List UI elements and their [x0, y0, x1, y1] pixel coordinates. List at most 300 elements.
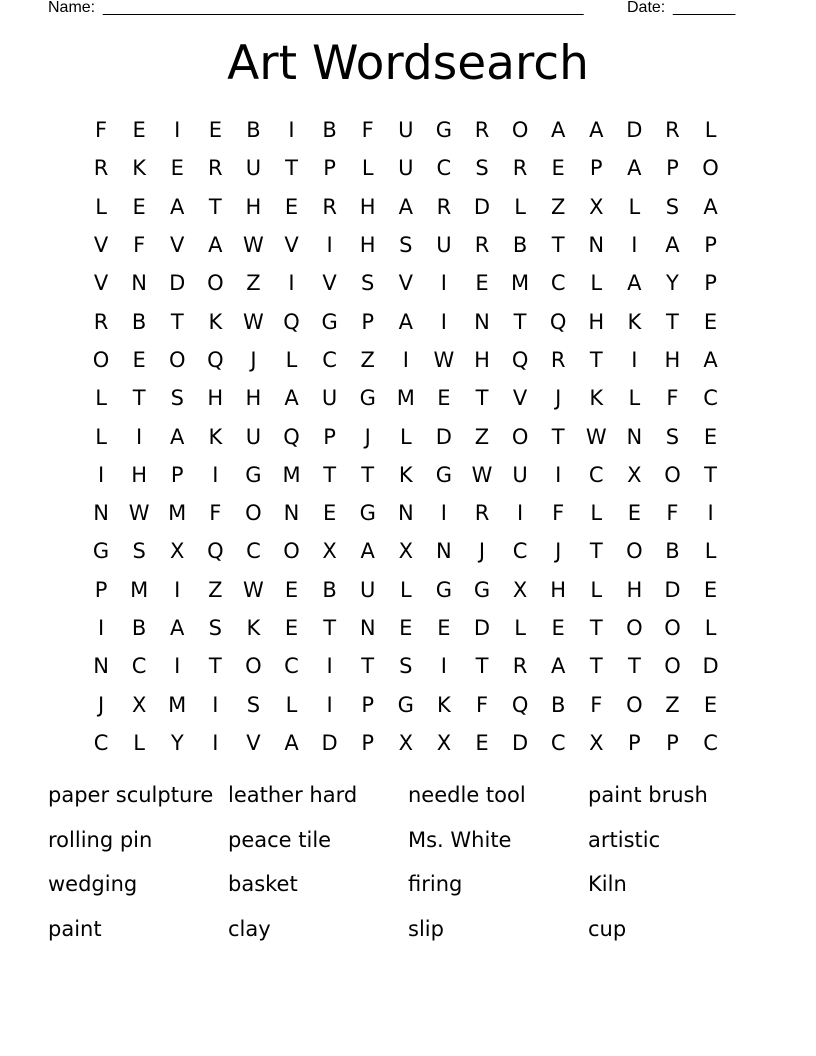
- grid-letter: A: [170, 424, 185, 449]
- grid-letter: R: [93, 309, 109, 334]
- grid-letter: I: [174, 118, 181, 143]
- grid-letter: L: [590, 501, 603, 526]
- grid-letter: W: [433, 347, 455, 372]
- grid-letter: T: [589, 539, 603, 564]
- grid-letter: D: [435, 424, 452, 449]
- grid-letter: E: [132, 194, 146, 219]
- grid-letter: C: [512, 539, 528, 564]
- grid-letter: G: [435, 462, 453, 487]
- grid-letter: V: [512, 386, 528, 411]
- grid-letter: P: [628, 730, 641, 755]
- grid-letter: I: [174, 577, 181, 602]
- grid-letter: S: [475, 156, 489, 181]
- grid-row: [82, 532, 730, 570]
- grid-letter: I: [288, 118, 295, 143]
- grid-letter: T: [475, 386, 489, 411]
- grid-letter: T: [551, 424, 565, 449]
- grid-letter: G: [435, 577, 453, 602]
- grid-letter: I: [212, 692, 219, 717]
- grid-letter: C: [131, 654, 147, 679]
- grid-letter: R: [474, 501, 490, 526]
- grid-letter: G: [245, 462, 262, 487]
- grid-letter: I: [136, 424, 143, 449]
- grid-letter: N: [626, 424, 643, 449]
- grid-letter: E: [437, 616, 451, 640]
- grid-letter: H: [245, 386, 262, 411]
- grid-row: [82, 226, 730, 264]
- grid-letter: F: [552, 501, 565, 526]
- grid-letter: Q: [549, 309, 567, 334]
- grid-letter: E: [284, 616, 299, 640]
- grid-letter: W: [243, 233, 264, 258]
- grid-letter: V: [93, 271, 109, 296]
- grid-letter: G: [92, 539, 110, 564]
- grid-letter: U: [436, 233, 452, 258]
- grid-letter: D: [321, 730, 338, 755]
- grid-letter: I: [326, 654, 333, 679]
- grid-letter: R: [322, 194, 337, 219]
- grid-letter: O: [207, 271, 224, 296]
- grid-letter: E: [627, 501, 641, 526]
- word-list-item: paint: [48, 916, 102, 941]
- grid-letter: S: [208, 616, 222, 640]
- grid-letter: A: [703, 347, 718, 372]
- grid-letter: I: [97, 462, 105, 487]
- grid-letter: T: [170, 309, 184, 334]
- grid-letter: A: [170, 616, 185, 640]
- date-blank-line: _______: [673, 0, 736, 16]
- grid-letter: J: [555, 539, 562, 564]
- grid-letter: N: [588, 233, 605, 258]
- grid-letter: M: [130, 577, 149, 602]
- word-list-item: paint brush: [588, 783, 708, 807]
- grid-letter: O: [245, 654, 262, 679]
- grid-row: [82, 571, 730, 609]
- grid-letter: Z: [246, 271, 261, 296]
- grid-letter: Q: [207, 539, 224, 564]
- grid-letter: E: [284, 194, 299, 219]
- grid-letter: E: [208, 118, 222, 143]
- grid-letter: L: [95, 424, 107, 449]
- grid-letter: R: [93, 156, 109, 181]
- date-label: Date:: [627, 0, 666, 16]
- grid-letter: F: [95, 118, 108, 143]
- grid-letter: X: [589, 730, 604, 755]
- grid-letter: G: [473, 577, 491, 602]
- grid-letter: B: [665, 539, 680, 564]
- grid-letter: X: [398, 730, 413, 755]
- grid-letter: N: [93, 654, 109, 679]
- grid-letter: J: [364, 424, 371, 449]
- grid-letter: K: [437, 692, 451, 717]
- grid-letter: C: [322, 347, 337, 372]
- grid-letter: L: [361, 156, 374, 181]
- grid-letter: T: [132, 386, 146, 411]
- grid-letter: A: [360, 539, 375, 564]
- name-blank-line: ______________________________________________________: [103, 0, 584, 16]
- grid-letter: A: [208, 233, 223, 258]
- grid-letter: O: [283, 539, 300, 564]
- grid-letter: B: [322, 118, 337, 143]
- grid-letter: S: [399, 233, 413, 258]
- grid-letter: E: [703, 577, 718, 602]
- grid-letter: U: [398, 156, 414, 181]
- grid-letter: P: [704, 233, 717, 258]
- grid-letter: H: [245, 194, 262, 219]
- grid-letter: A: [398, 194, 413, 219]
- grid-letter: J: [478, 539, 486, 564]
- grid-letter: A: [170, 194, 185, 219]
- grid-row: [82, 456, 730, 494]
- grid-letter: X: [131, 692, 147, 717]
- grid-letter: K: [246, 616, 261, 640]
- grid-letter: I: [402, 347, 409, 372]
- grid-letter: I: [440, 654, 447, 679]
- grid-letter: O: [626, 616, 643, 640]
- grid-letter: E: [551, 616, 565, 640]
- grid-letter: C: [588, 462, 604, 487]
- grid-letter: A: [589, 118, 604, 143]
- grid-letter: P: [323, 156, 336, 181]
- grid-letter: A: [550, 654, 566, 679]
- grid-row: [82, 264, 730, 302]
- grid-letter: L: [399, 424, 412, 449]
- grid-letter: N: [131, 271, 147, 296]
- grid-letter: S: [665, 424, 680, 449]
- grid-letter: F: [209, 501, 222, 526]
- word-list: [48, 775, 768, 953]
- grid-letter: O: [626, 692, 643, 717]
- grid-letter: L: [704, 539, 717, 564]
- grid-letter: E: [551, 156, 565, 181]
- grid-letter: E: [703, 692, 718, 717]
- grid-letter: E: [475, 730, 489, 755]
- grid-letter: T: [589, 616, 603, 640]
- grid-letter: H: [626, 577, 643, 602]
- grid-letter: R: [208, 156, 223, 181]
- grid-letter: P: [704, 271, 717, 296]
- grid-letter: M: [511, 271, 530, 296]
- grid-letter: M: [396, 386, 415, 411]
- grid-letter: I: [174, 654, 181, 679]
- grid-row: [82, 149, 730, 187]
- grid-letter: S: [399, 654, 413, 679]
- grid-row: [82, 188, 730, 226]
- letter-grid: [82, 111, 730, 762]
- grid-letter: V: [170, 233, 185, 258]
- grid-letter: L: [704, 616, 717, 640]
- grid-letter: V: [93, 233, 109, 258]
- grid-row: [82, 685, 730, 723]
- grid-letter: S: [170, 386, 184, 411]
- grid-letter: I: [326, 692, 333, 717]
- grid-letter: C: [703, 730, 718, 755]
- grid-letter: N: [93, 501, 109, 526]
- grid-letter: N: [474, 309, 490, 334]
- grid-letter: I: [516, 501, 524, 526]
- grid-letter: K: [132, 156, 147, 181]
- grid-letter: Y: [666, 271, 679, 296]
- grid-letter: X: [512, 577, 528, 602]
- grid-letter: D: [473, 616, 491, 640]
- grid-letter: T: [589, 347, 603, 372]
- grid-letter: U: [512, 462, 528, 487]
- grid-letter: U: [360, 577, 376, 602]
- grid-letter: T: [551, 233, 565, 258]
- grid-letter: O: [92, 347, 110, 372]
- grid-row: [82, 609, 730, 647]
- grid-letter: P: [170, 462, 184, 487]
- grid-letter: K: [208, 424, 223, 449]
- grid-letter: R: [474, 233, 490, 258]
- grid-letter: I: [707, 501, 714, 526]
- grid-letter: X: [398, 539, 413, 564]
- grid-letter: V: [322, 271, 337, 296]
- grid-letter: Q: [207, 347, 224, 372]
- grid-letter: T: [666, 309, 679, 334]
- grid-letter: T: [323, 462, 337, 487]
- grid-letter: I: [212, 462, 219, 487]
- grid-letter: E: [703, 309, 718, 334]
- grid-letter: K: [398, 462, 413, 487]
- grid-letter: H: [207, 386, 224, 411]
- grid-letter: E: [322, 501, 337, 526]
- grid-letter: I: [440, 271, 447, 296]
- word-list-item: rolling pin: [48, 827, 153, 852]
- grid-letter: T: [208, 194, 222, 219]
- grid-letter: G: [321, 309, 338, 334]
- word-list-item: leather hard: [228, 783, 358, 807]
- grid-letter: O: [245, 501, 262, 526]
- grid-letter: T: [208, 654, 222, 679]
- grid-letter: A: [284, 386, 299, 411]
- grid-letter: L: [704, 118, 717, 143]
- grid-letter: Z: [360, 347, 375, 372]
- grid-letter: P: [94, 577, 108, 602]
- word-list-item: slip: [408, 916, 444, 941]
- grid-letter: Z: [208, 577, 223, 602]
- grid-letter: B: [550, 692, 566, 717]
- grid-letter: H: [664, 347, 681, 372]
- grid-letter: Z: [550, 194, 566, 219]
- grid-letter: L: [285, 347, 298, 372]
- grid-letter: W: [243, 309, 264, 334]
- grid-letter: O: [664, 654, 681, 679]
- grid-letter: I: [97, 616, 105, 640]
- grid-letter: I: [326, 233, 333, 258]
- grid-letter: N: [436, 539, 452, 564]
- grid-letter: C: [284, 654, 299, 679]
- grid-letter: G: [435, 118, 453, 143]
- grid-letter: T: [589, 654, 603, 679]
- grid-letter: F: [475, 692, 489, 717]
- grid-letter: G: [359, 386, 376, 411]
- grid-letter: E: [132, 347, 146, 372]
- grid-letter: O: [702, 156, 719, 181]
- grid-letter: E: [132, 118, 146, 143]
- grid-letter: H: [359, 194, 376, 219]
- grid-letter: Q: [283, 424, 300, 449]
- grid-letter: A: [627, 156, 642, 181]
- grid-letter: R: [550, 347, 566, 372]
- grid-letter: C: [550, 730, 566, 755]
- grid-letter: M: [168, 501, 187, 526]
- grid-letter: I: [555, 462, 562, 487]
- word-list-item: paper sculpture: [48, 783, 214, 807]
- grid-letter: T: [285, 156, 298, 181]
- grid-letter: I: [440, 501, 447, 526]
- grid-letter: E: [703, 424, 718, 449]
- grid-letter: A: [665, 233, 680, 258]
- grid-letter: S: [361, 271, 375, 296]
- word-list-item: cup: [588, 916, 627, 941]
- grid-letter: F: [666, 501, 679, 526]
- grid-letter: J: [97, 692, 105, 717]
- grid-letter: C: [550, 271, 566, 296]
- grid-letter: Q: [511, 692, 529, 717]
- grid-letter: T: [361, 462, 375, 487]
- grid-letter: L: [133, 730, 145, 755]
- grid-letter: C: [93, 730, 109, 755]
- grid-letter: T: [513, 309, 527, 334]
- grid-letter: N: [359, 616, 376, 640]
- grid-letter: W: [128, 501, 150, 526]
- grid-letter: A: [627, 271, 642, 296]
- grid-letter: L: [95, 386, 107, 411]
- word-list-item: Kiln: [588, 872, 627, 896]
- grid-letter: R: [512, 654, 528, 679]
- grid-letter: Z: [665, 692, 680, 717]
- grid-letter: S: [132, 539, 146, 564]
- grid-row: [82, 111, 730, 149]
- grid-letter: L: [285, 692, 298, 717]
- grid-letter: J: [250, 347, 257, 372]
- grid-letter: U: [321, 386, 338, 411]
- grid-letter: H: [474, 347, 490, 372]
- grid-letter: V: [246, 730, 261, 755]
- grid-letter: I: [631, 233, 638, 258]
- grid-letter: S: [246, 692, 261, 717]
- grid-letter: G: [359, 501, 376, 526]
- grid-letter: A: [398, 309, 413, 334]
- grid-letter: Q: [511, 347, 529, 372]
- word-list-item: peace tile: [228, 827, 332, 852]
- grid-letter: K: [208, 309, 223, 334]
- grid-letter: T: [323, 616, 337, 640]
- header-line: [48, 0, 748, 18]
- grid-letter: U: [245, 424, 262, 449]
- grid-letter: T: [627, 654, 641, 679]
- grid-letter: O: [168, 347, 186, 372]
- grid-letter: E: [399, 616, 413, 640]
- grid-letter: D: [169, 271, 186, 296]
- grid-letter: P: [323, 424, 336, 449]
- grid-letter: K: [589, 386, 604, 411]
- grid-letter: P: [589, 156, 603, 181]
- grid-letter: B: [131, 309, 147, 334]
- page-title: Art Wordsearch: [227, 36, 589, 91]
- grid-letter: O: [626, 539, 643, 564]
- word-list-item: wedging: [48, 872, 138, 896]
- grid-row: [82, 724, 730, 762]
- grid-letter: X: [627, 462, 642, 487]
- grid-letter: H: [131, 462, 148, 487]
- grid-letter: L: [95, 194, 107, 219]
- grid-letter: W: [585, 424, 607, 449]
- grid-row: [82, 417, 730, 455]
- grid-letter: E: [475, 271, 489, 296]
- grid-letter: W: [471, 462, 493, 487]
- grid-letter: L: [399, 577, 412, 602]
- grid-letter: T: [361, 654, 375, 679]
- grid-letter: F: [361, 118, 374, 143]
- grid-letter: O: [511, 424, 529, 449]
- grid-letter: D: [664, 577, 681, 602]
- grid-letter: F: [590, 692, 603, 717]
- grid-letter: B: [131, 616, 147, 640]
- grid-letter: E: [437, 386, 451, 411]
- grid-letter: D: [511, 730, 529, 755]
- grid-letter: N: [283, 501, 300, 526]
- grid-letter: A: [703, 194, 718, 219]
- grid-letter: X: [589, 194, 604, 219]
- grid-letter: H: [588, 309, 605, 334]
- grid-letter: W: [243, 577, 264, 602]
- grid-letter: F: [666, 386, 679, 411]
- grid-letter: P: [666, 156, 679, 181]
- grid-letter: S: [665, 194, 680, 219]
- grid-letter: Z: [474, 424, 490, 449]
- grid-letter: L: [590, 577, 603, 602]
- grid-letter: O: [511, 118, 529, 143]
- grid-letter: C: [436, 156, 452, 181]
- grid-letter: X: [170, 539, 185, 564]
- grid-row: [82, 494, 730, 532]
- grid-letter: L: [628, 386, 641, 411]
- grid-letter: O: [664, 616, 681, 640]
- grid-letter: I: [288, 271, 295, 296]
- grid-letter: A: [550, 118, 566, 143]
- grid-letter: B: [512, 233, 528, 258]
- grid-letter: I: [212, 730, 219, 755]
- grid-letter: M: [282, 462, 301, 487]
- grid-letter: T: [704, 462, 717, 487]
- grid-letter: L: [514, 616, 526, 640]
- grid-letter: M: [168, 692, 187, 717]
- grid-letter: K: [627, 309, 642, 334]
- grid-letter: C: [703, 386, 718, 411]
- grid-letter: R: [665, 118, 680, 143]
- grid-letter: N: [397, 501, 414, 526]
- grid-letter: G: [397, 692, 414, 717]
- grid-letter: R: [512, 156, 528, 181]
- grid-letter: I: [440, 309, 447, 334]
- grid-row: [82, 341, 730, 379]
- grid-letter: X: [322, 539, 337, 564]
- grid-letter: R: [474, 118, 490, 143]
- grid-letter: T: [475, 654, 489, 679]
- word-list-item: clay: [228, 916, 271, 941]
- grid-letter: H: [550, 577, 567, 602]
- grid-row: [82, 302, 730, 340]
- grid-row: [82, 379, 730, 417]
- grid-letter: U: [398, 118, 414, 143]
- grid-letter: V: [398, 271, 413, 296]
- grid-letter: J: [555, 386, 562, 411]
- grid-letter: D: [702, 654, 719, 679]
- grid-letter: P: [361, 730, 375, 755]
- grid-row: [82, 647, 730, 685]
